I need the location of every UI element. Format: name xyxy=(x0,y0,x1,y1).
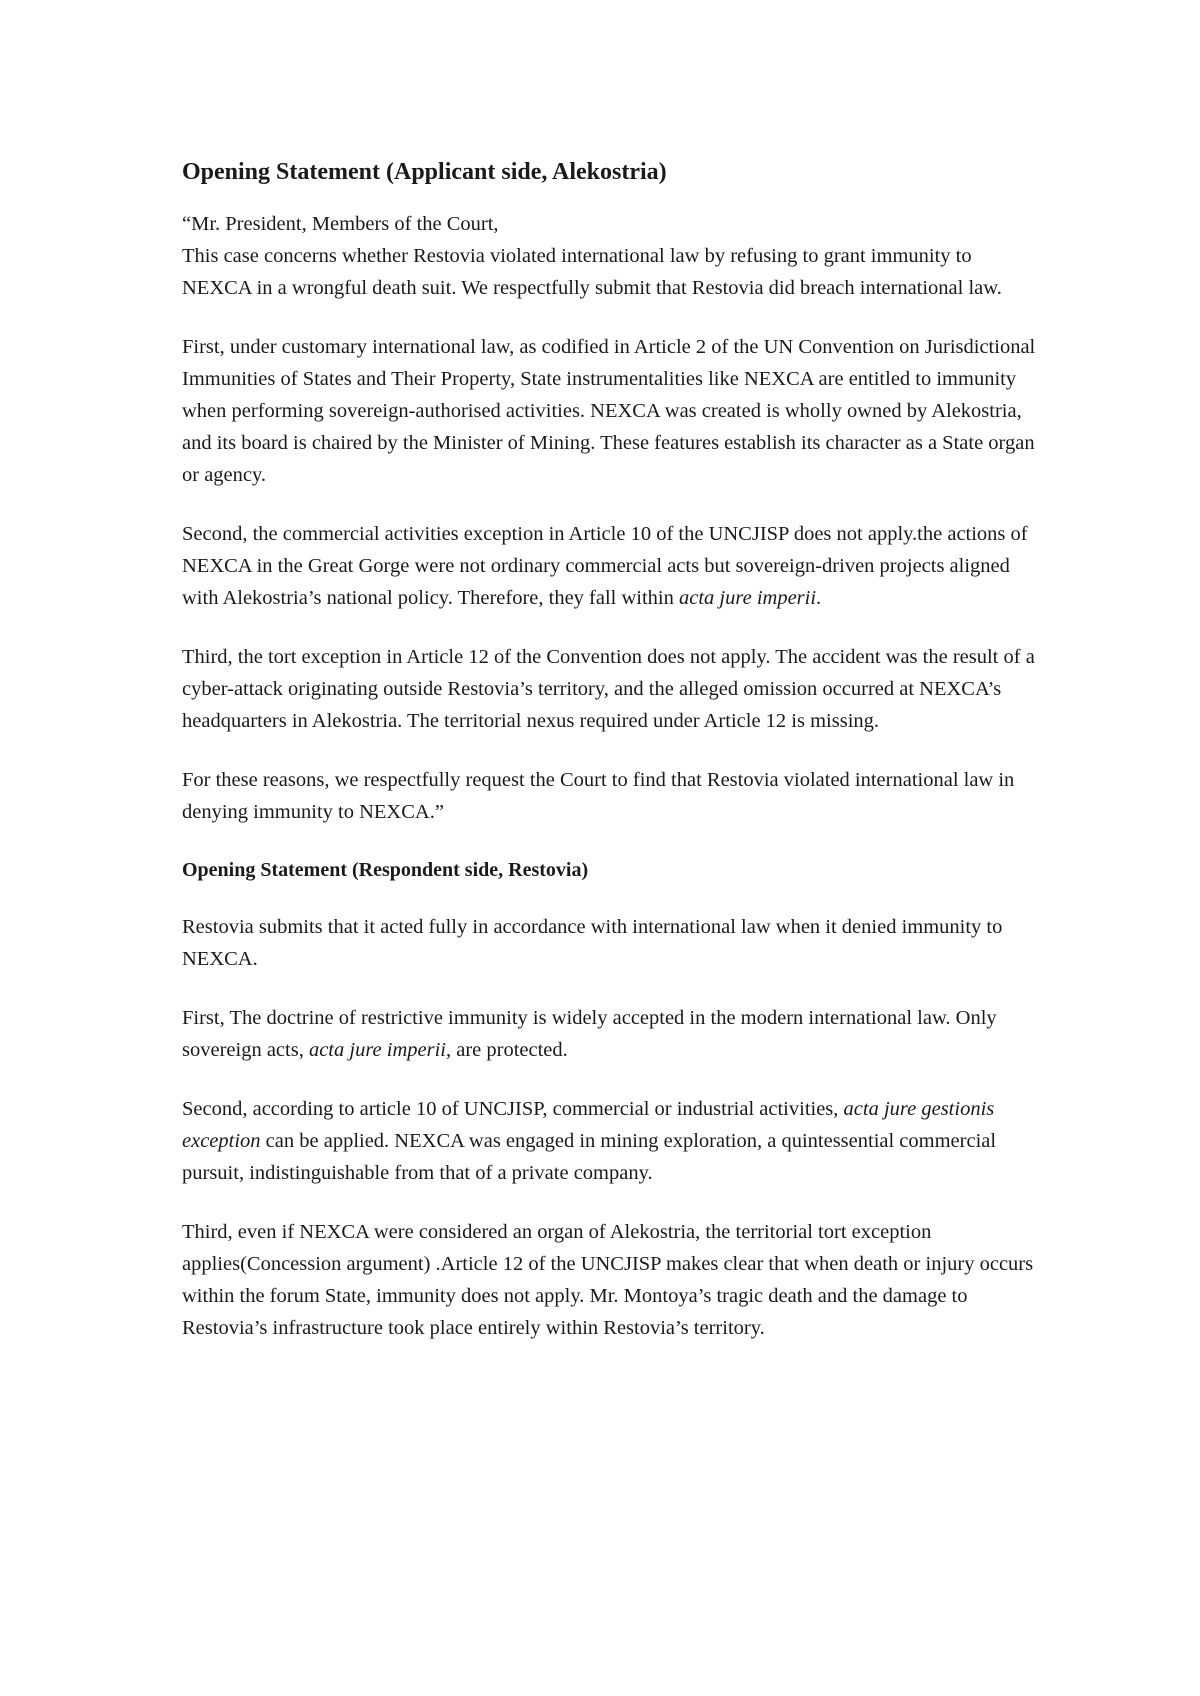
respondent-second-paragraph xyxy=(182,1093,1042,1189)
respondent-third-paragraph: Third, even if NEXCA were considered an organ of Alekostria, the territorial tort exception applies(Concession argument) .Article 12 of the UNCJISP makes clear that when death or injury occurs within the forum State, immunity does not apply. Mr. Montoya’s tragic death and the damage to Restovia’s infrastructure took place entirely within Restovia’s territory. xyxy=(182,1221,1034,1339)
respondent-second-end: can be applied. NEXCA was engaged in mining exploration, a quintessential commercial pursuit, indistinguishable from that of a private company. xyxy=(182,1130,997,1184)
respondent-intro-paragraph: Restovia submits that it acted fully in accordance with international law when it denied immunity to NEXCA. xyxy=(182,916,1003,970)
respondent-first-end: , are protected. xyxy=(445,1039,568,1061)
applicant-first-paragraph: First, under customary international law, as codified in Article 2 of the UN Convention on Jurisdictional Immunities of States and Their Property, State instrumentalities like NEXCA are entitled to immunity when performing sovereign-authorised activities. NEXCA was created is wholly owned by Alekostria, and its board is chaired by the Minister of Mining. These features establish its character as a State organ or agency. xyxy=(182,336,1036,486)
document-page xyxy=(182,156,1042,1371)
applicant-second-end: . xyxy=(816,587,822,609)
respondent-first-text: First, The doctrine of restrictive immunity is widely accepted in the modern international law. Only sovereign acts, xyxy=(182,1007,997,1061)
applicant-second-text: Second, the commercial activities exception in Article 10 of the UNCJISP does not apply.the actions of NEXCA in the Great Gorge were not ordinary commercial acts but sovereign-driven projects aligned with Alekostria’s national policy. Therefore, they fall within xyxy=(182,523,1028,609)
applicant-second-paragraph xyxy=(182,518,1042,614)
respondent-second-latin-term: acta jure gestionis exception xyxy=(182,1098,995,1152)
applicant-conclusion-paragraph: For these reasons, we respectfully request the Court to find that Restovia violated international law in denying immunity to NEXCA.” xyxy=(182,769,1015,823)
applicant-heading: Opening Statement (Applicant side, Alekostria) xyxy=(182,159,667,185)
respondent-second-text: Second, according to article 10 of UNCJISP, commercial or industrial activities, xyxy=(182,1098,844,1120)
applicant-salutation: “Mr. President, Members of the Court, xyxy=(182,213,499,235)
respondent-first-paragraph xyxy=(182,1002,1042,1066)
respondent-first-latin-term: acta jure imperii xyxy=(308,1039,446,1061)
applicant-intro-paragraph: This case concerns whether Restovia violated international law by refusing to grant immunity to NEXCA in a wrongful death suit. We respectfully submit that Restovia did breach international law. xyxy=(182,245,1002,299)
respondent-heading: Opening Statement (Respondent side, Restovia) xyxy=(182,859,589,881)
applicant-third-paragraph: Third, the tort exception in Article 12 of the Convention does not apply. The accident was the result of a cyber-attack originating outside Restovia’s territory, and the alleged omission occurred at NEXCA’s headquarters in Alekostria. The territorial nexus required under Article 12 is missing. xyxy=(182,646,1035,732)
applicant-second-latin-term: acta jure imperii xyxy=(679,587,817,609)
